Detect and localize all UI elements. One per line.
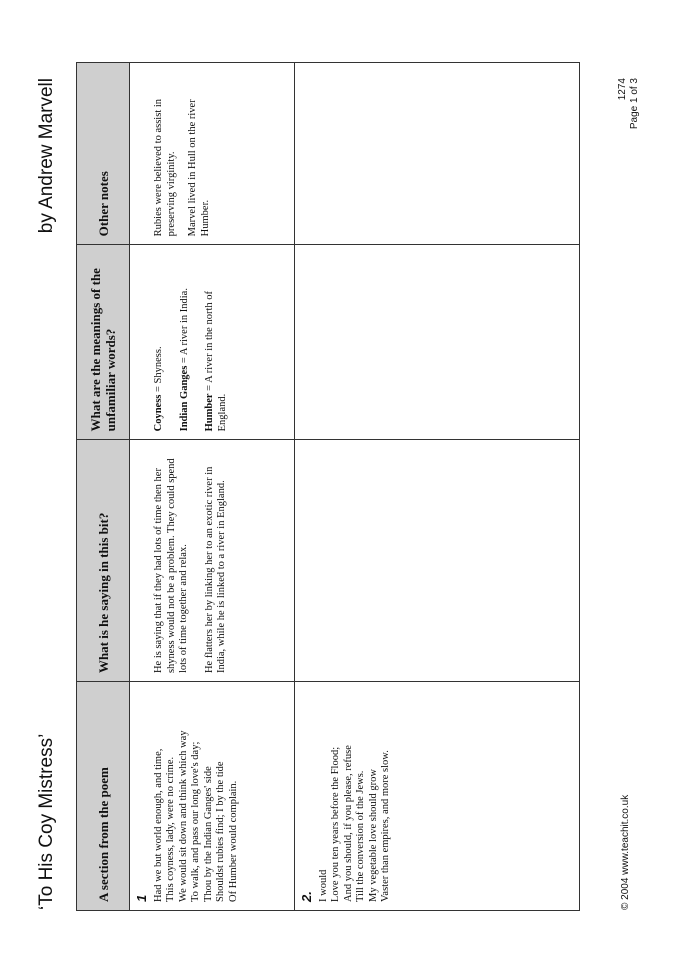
poem-line: Thou by the Indian Ganges' side — [202, 766, 214, 902]
page-author: by Andrew Marvell — [36, 78, 57, 234]
saying-paragraph: He is saying that if they had lots of time then her shyness would not be a problem. They could spend lots of time together and relax. — [153, 458, 189, 674]
poem-line: This coyness, lady, were no crime. — [165, 756, 176, 902]
meanings-cell — [130, 245, 295, 440]
table-row — [130, 63, 295, 911]
meaning-term: Indian Ganges — [178, 365, 190, 432]
note-paragraph: Marvel lived in Hull on the river Humber. — [187, 99, 211, 237]
column-header-meanings: What are the meanings of the unfamiliar words? — [77, 245, 130, 440]
poem-line: Of Humber would complain. — [227, 780, 239, 902]
meaning-entry — [179, 253, 192, 431]
poem-line: Love you ten years before the Flood; — [330, 746, 341, 902]
meaning-term: Humber — [204, 393, 215, 432]
table-header-row — [77, 63, 130, 911]
page-number: Page 1 of 3 — [629, 78, 640, 130]
poem-line: Had we but world enough, and time, — [152, 748, 164, 902]
meaning-term: Coyness — [153, 394, 164, 432]
section-number: 2. — [299, 891, 314, 902]
page-title: ‘To His Coy Mistress’ — [36, 733, 57, 910]
saying-cell-empty[interactable] — [295, 440, 580, 682]
meaning-definition: = A river in the north of England. — [204, 291, 228, 432]
meanings-cell-empty[interactable] — [295, 245, 580, 440]
column-header-saying: What is he saying in this bit? — [77, 440, 130, 682]
document-number: 1274 — [617, 78, 628, 101]
section-number: 1 — [134, 894, 149, 902]
saying-paragraph: He flatters her by linking her to an exotic river in India, while he is linked to a river in England. — [203, 466, 227, 674]
saying-cell — [130, 440, 295, 682]
poem-line: Vaster than empires, and more slow. — [380, 750, 391, 902]
note-paragraph: Rubies were believed to assist in preserving virginity. — [153, 98, 177, 237]
column-header-notes: Other notes — [77, 63, 130, 245]
poem-line: We would sit down and think which way — [177, 730, 189, 902]
poem-line: To walk, and pass our long love's day; — [190, 741, 201, 902]
notes-cell — [130, 63, 295, 245]
table-row — [295, 63, 580, 911]
meaning-definition: = Shyness. — [153, 346, 164, 395]
notes-cell-empty[interactable] — [295, 63, 580, 245]
poem-line: I would — [317, 869, 329, 902]
poem-line: And you should, if you please, refuse — [342, 745, 354, 902]
meaning-entry — [153, 253, 166, 431]
poem-line: Shouldst rubies find; I by the tide — [215, 761, 226, 902]
copyright-footer: © 2004 www.teachit.co.uk — [620, 794, 631, 910]
poem-line: My vegetable love should grow — [367, 769, 379, 902]
poem-analysis-table — [76, 62, 580, 911]
meaning-entry — [204, 253, 229, 431]
meaning-definition: = A river in India. — [178, 288, 190, 366]
poem-section-cell — [295, 682, 580, 911]
poem-section-cell — [130, 682, 295, 911]
column-header-poem-section: A section from the poem — [77, 682, 130, 911]
poem-line: Till the conversion of the Jews. — [355, 770, 366, 902]
page-footer — [617, 78, 641, 129]
